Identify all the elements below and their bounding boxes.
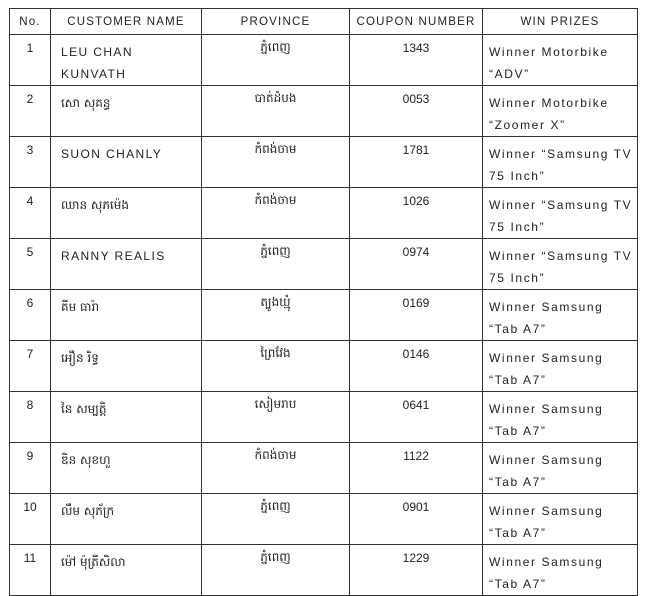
coupon-number: 0053 bbox=[350, 86, 483, 137]
win-prize: Winner Samsung “Tab A7” bbox=[483, 290, 638, 341]
coupon-number: 1026 bbox=[350, 188, 483, 239]
customer-name: SUON CHANLY bbox=[51, 137, 202, 188]
header-no: No. bbox=[10, 9, 51, 35]
row-number: 11 bbox=[10, 545, 51, 596]
header-row bbox=[10, 9, 638, 35]
customer-name: នៃ សម្បត្តិ bbox=[51, 392, 202, 443]
table-row bbox=[10, 443, 638, 494]
province: សៀមរាប bbox=[202, 392, 350, 443]
province: ត្បូងឃ្មុំ bbox=[202, 290, 350, 341]
row-number: 4 bbox=[10, 188, 51, 239]
row-number: 3 bbox=[10, 137, 51, 188]
coupon-number: 0974 bbox=[350, 239, 483, 290]
coupon-number: 0169 bbox=[350, 290, 483, 341]
table-row bbox=[10, 341, 638, 392]
province: កំពង់ចាម bbox=[202, 137, 350, 188]
header-win-prizes: WIN PRIZES bbox=[483, 9, 638, 35]
row-number: 6 bbox=[10, 290, 51, 341]
win-prize: Winner Samsung “Tab A7” bbox=[483, 545, 638, 596]
header-coupon-number: COUPON NUMBER bbox=[350, 9, 483, 35]
row-number: 1 bbox=[10, 35, 51, 86]
coupon-number: 0146 bbox=[350, 341, 483, 392]
customer-name: សោ សុគន្ធ bbox=[51, 86, 202, 137]
coupon-number: 1781 bbox=[350, 137, 483, 188]
win-prize: Winner Samsung “Tab A7” bbox=[483, 392, 638, 443]
table-row bbox=[10, 239, 638, 290]
province: ភ្នំពេញ bbox=[202, 494, 350, 545]
table-row bbox=[10, 35, 638, 86]
win-prize: Winner Motorbike “Zoomer X” bbox=[483, 86, 638, 137]
table-row bbox=[10, 392, 638, 443]
win-prize: Winner Motorbike “ADV” bbox=[483, 35, 638, 86]
row-number: 9 bbox=[10, 443, 51, 494]
province: កំពង់ចាម bbox=[202, 443, 350, 494]
coupon-number: 1229 bbox=[350, 545, 483, 596]
province: ភ្នំពេញ bbox=[202, 35, 350, 86]
coupon-number: 0641 bbox=[350, 392, 483, 443]
row-number: 7 bbox=[10, 341, 51, 392]
table-row bbox=[10, 545, 638, 596]
header-province: PROVINCE bbox=[202, 9, 350, 35]
win-prize: Winner Samsung “Tab A7” bbox=[483, 341, 638, 392]
province: បាត់ដំបង bbox=[202, 86, 350, 137]
customer-name: RANNY REALIS bbox=[51, 239, 202, 290]
row-number: 5 bbox=[10, 239, 51, 290]
row-number: 2 bbox=[10, 86, 51, 137]
customer-name: LEU CHAN KUNVATH bbox=[51, 35, 202, 86]
coupon-number: 1122 bbox=[350, 443, 483, 494]
row-number: 8 bbox=[10, 392, 51, 443]
table-row bbox=[10, 188, 638, 239]
win-prize: Winner “Samsung TV 75 Inch” bbox=[483, 137, 638, 188]
winners-sheet bbox=[9, 8, 637, 596]
table-row bbox=[10, 137, 638, 188]
table-row bbox=[10, 494, 638, 545]
win-prize: Winner “Samsung TV 75 Inch” bbox=[483, 188, 638, 239]
province: ភ្នំពេញ bbox=[202, 239, 350, 290]
win-prize: Winner “Samsung TV 75 Inch” bbox=[483, 239, 638, 290]
customer-name: គីម ធារ៉ា bbox=[51, 290, 202, 341]
table-row bbox=[10, 290, 638, 341]
coupon-number: 0901 bbox=[350, 494, 483, 545]
province: ព្រៃវែង bbox=[202, 341, 350, 392]
coupon-number: 1343 bbox=[350, 35, 483, 86]
win-prize: Winner Samsung “Tab A7” bbox=[483, 443, 638, 494]
province: កំពង់ចាម bbox=[202, 188, 350, 239]
table-body bbox=[10, 35, 638, 596]
customer-name: ម៉ៅ ម៉ុត្រីសិលា bbox=[51, 545, 202, 596]
header-customer-name: CUSTOMER NAME bbox=[51, 9, 202, 35]
customer-name: ឌិន សុខហួ bbox=[51, 443, 202, 494]
customer-name: អឿន រិទ្ធ bbox=[51, 341, 202, 392]
winners-table bbox=[9, 8, 638, 596]
table-row bbox=[10, 86, 638, 137]
customer-name: ឈាន សុភម៉េង bbox=[51, 188, 202, 239]
customer-name: លឹម សុភ័ក្រ bbox=[51, 494, 202, 545]
win-prize: Winner Samsung “Tab A7” bbox=[483, 494, 638, 545]
row-number: 10 bbox=[10, 494, 51, 545]
province: ភ្នំពេញ bbox=[202, 545, 350, 596]
